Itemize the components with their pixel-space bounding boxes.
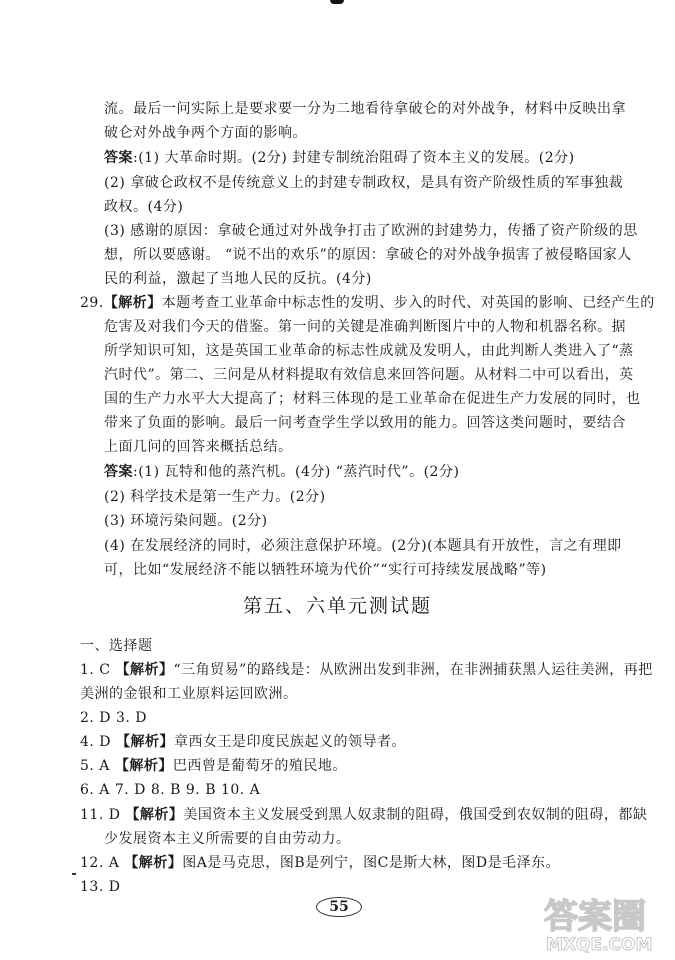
analysis-label: 【解析】: [103, 295, 162, 311]
top-scan-mark: [330, 0, 344, 4]
analysis-text: 章西女王是印度民族起义的领导者。: [173, 734, 406, 750]
text-line: 政权。(4分): [104, 199, 184, 215]
answer-item-12: [80, 854, 560, 872]
text-line: (2) 科学技术是第一生产力。(2分): [104, 489, 326, 505]
text-line: 民的利益，激起了当地人民的反抗。(4分): [104, 271, 372, 287]
text-line: (2) 拿破仑政权不是传统意义上的封建专制政权，是具有资产阶级性质的军事独裁: [104, 175, 624, 191]
answer-item: 2. D 3. D: [80, 710, 148, 726]
part-heading: 一、选择题: [80, 638, 153, 654]
answer-number: 11. D: [80, 807, 126, 823]
text-line: (3) 环境污染问题。(2分): [104, 513, 268, 529]
question-number: 29.: [80, 295, 104, 311]
text-line: 美洲的金银和工业原料运回欧洲。: [80, 686, 298, 702]
analysis-label: 【解析】: [125, 807, 184, 823]
text-line: 所学知识可知，这是英国工业革命的标志性成就及发明人，由此判断人类进入了“蒸: [104, 343, 634, 359]
analysis-text: 本题考查工业革命中标志性的发明、步入的时代、对英国的影响、已经产生的: [161, 295, 655, 311]
text-line: 上面几问的回答来概括总结。: [104, 439, 293, 455]
analysis-label: 【解析】: [114, 758, 173, 774]
text-line: (3) 感谢的原因：拿破仑通过对外战争打击了欧洲的封建势力，传播了资产阶级的思: [104, 223, 638, 239]
watermark-logo: [540, 890, 670, 956]
answer-item: 13. D: [80, 879, 121, 895]
text-line: 危害及对我们今天的借鉴。第一问的关键是准确判断图片中的人物和机器名称。据: [104, 319, 626, 335]
analysis-text: 巴西曾是葡萄牙的殖民地。: [172, 758, 347, 774]
answer-text: :(1) 瓦特和他的蒸汽机。(4分) “蒸汽时代”。(2分): [133, 464, 460, 480]
analysis-text: 美国资本主义发展受到黑人奴隶制的阻碍，俄国受到农奴制的阻碍，都缺: [183, 807, 648, 823]
text-line: 少发展资本主义所需要的自由劳动力。: [104, 831, 351, 847]
answer-number: 5. A: [80, 758, 115, 774]
analysis-label: 【解析】: [115, 734, 174, 750]
answer-number: 1. C: [80, 662, 116, 678]
answer-line: [104, 463, 459, 481]
page-number: 55: [329, 899, 349, 915]
answer-text: :(1) 大革命时期。(2分) 封建专制统治阻碍了资本主义的发展。(2分): [133, 150, 575, 166]
section-title: 第五、六单元测试题: [242, 595, 432, 617]
text-line: 带来了负面的影响。最后一问考查学生学以致用的能力。回答这类问题时，要结合: [104, 415, 626, 431]
scan-speck: [72, 873, 76, 875]
answer-item-11: [80, 806, 647, 824]
text-line: 破仑对外战争两个方面的影响。: [104, 125, 307, 141]
text-line: 国的生产力水平大大提高了；材料三体现的是工业革命在促进生产力发展的同时，也: [104, 391, 641, 407]
answer-item-4: [80, 733, 406, 751]
answer-label: 答案: [104, 464, 133, 480]
answer-item-1: [80, 661, 653, 679]
answer-number: 4. D: [80, 734, 116, 750]
analysis-text: 图A是马克思，图B是列宁，图C是斯大林，图D是毛泽东。: [182, 855, 561, 871]
answer-number: 12. A: [80, 855, 125, 871]
analysis-label: 【解析】: [115, 662, 174, 678]
text-line: 流。最后一问实际上是要求要一分为二地看待拿破仑的对外战争，材料中反映出拿: [104, 101, 626, 117]
text-line: 想，所以要感谢。 “说不出的欢乐”的原因：拿破仑的对外战争损害了被侵略国家人: [104, 247, 632, 263]
watermark-title: 答案圈: [544, 897, 646, 937]
text-line: (4) 在发展经济的同时，必须注意保护环境。(2分)(本题具有开放性，言之有理即: [104, 538, 622, 554]
page-number-badge: [316, 897, 362, 917]
answer-item: 6. A 7. D 8. B 9. B 10. A: [80, 782, 261, 798]
answer-line: [104, 149, 575, 167]
analysis-text: “三角贸易”的路线是：从欧洲出发到非洲，在非洲捕获黑人运往美洲，再把: [173, 662, 653, 678]
text-line: 可，比如“发展经济不能以牺牲环境为代价”“实行可持续发展战略”等): [104, 562, 547, 578]
watermark-domain: MXQE.COM: [546, 935, 653, 955]
analysis-label: 【解析】: [124, 855, 183, 871]
question-29-analysis: [80, 294, 655, 312]
answer-label: 答案: [104, 150, 133, 166]
text-line: 汽时代”。第二、三问是从材料提取有效信息来回答问题。从材料二中可以看出，英: [104, 367, 634, 383]
answer-item-5: [80, 757, 347, 775]
